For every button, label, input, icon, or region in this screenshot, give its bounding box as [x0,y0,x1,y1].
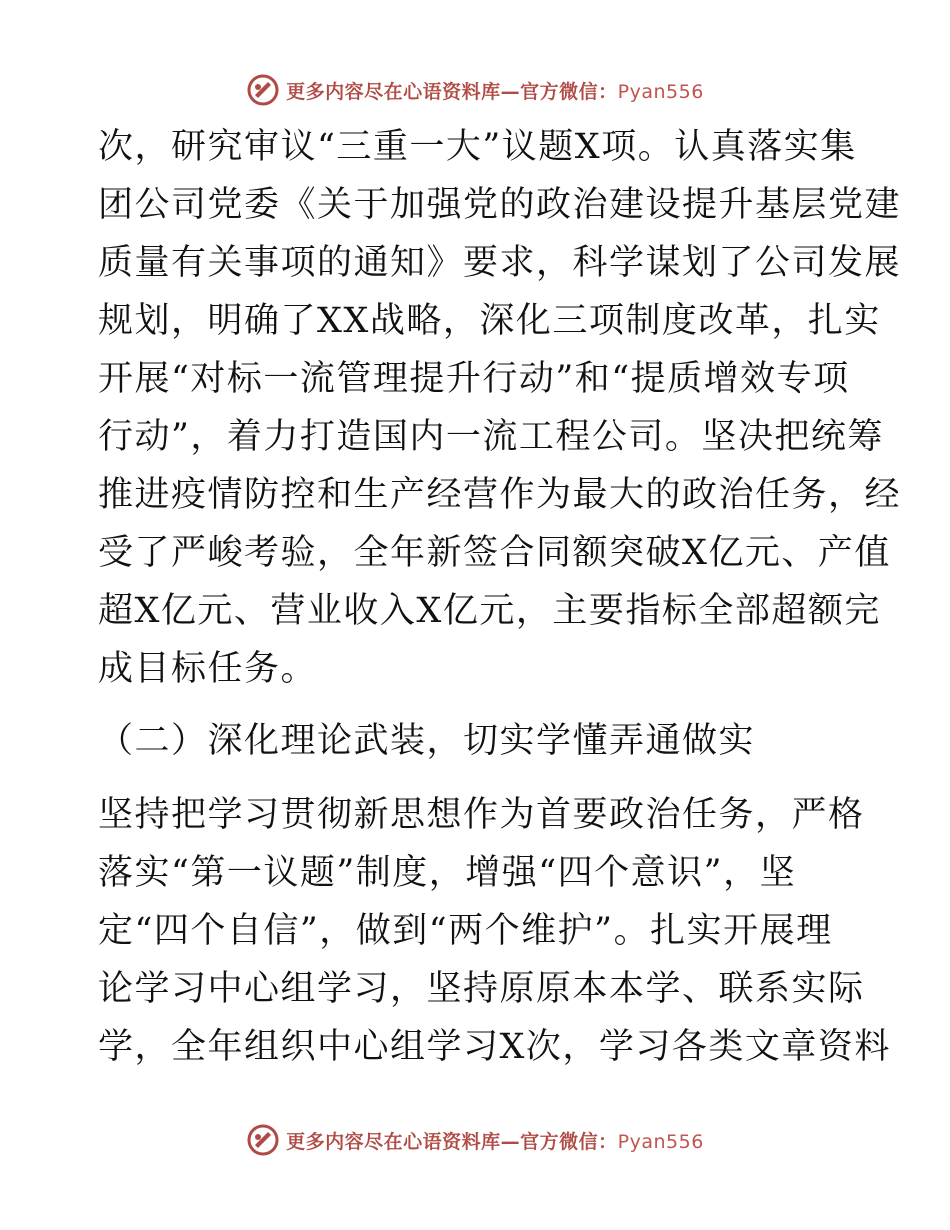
text-line: 成目标任务。 [98,649,318,689]
text-line: 定“四个自信”，做到“两个维护”。扎实开展理 [98,911,833,951]
header-watermark [0,70,950,110]
text-line: 落实“第一议题”制度，增强“四个意识”，坚 [98,853,797,893]
text-line: 团公司党委《关于加强党的政治建设提升基层党建 [98,185,902,225]
text-line: 质量有关事项的通知》要求，科学谋划了公司发展 [98,243,902,283]
text-line: 次，研究审议“三重一大”议题X项。认真落实集 [98,127,857,167]
paragraph-1 [98,118,902,698]
watermark-text: 更多内容尽在心语资料库—官方微信：Pyan556 [286,80,704,103]
footer-watermark [0,1120,950,1160]
text-line: 推进疫情防控和生产经营作为最大的政治任务，经 [98,475,902,515]
text-line: 学，全年组织中心组学习X次，学习各类文章资料 [98,1027,891,1067]
document-body [98,118,902,1076]
text-line: 坚持把学习贯彻新思想作为首要政治任务，严格 [98,795,865,835]
watermark-text: 更多内容尽在心语资料库—官方微信：Pyan556 [286,1130,704,1153]
text-line: 论学习中心组学习，坚持原原本本学、联系实际 [98,969,865,1009]
text-line: 行动”，着力打造国内一流工程公司。坚决把统筹 [98,417,884,457]
text-line: 规划，明确了XX战略，深化三项制度改革，扎实 [98,301,881,341]
brand-logo-icon [246,1123,280,1157]
text-line: 超X亿元、营业收入X亿元，主要指标全部超额完 [98,591,881,631]
text-line: 受了严峻考验，全年新签合同额突破X亿元、产值 [98,533,891,573]
brand-logo-icon [246,73,280,107]
text-line: 开展“对标一流管理提升行动”和“提质增效专项 [98,359,850,399]
section-heading: （二）深化理论武装，切实学懂弄通做实 [98,721,756,761]
paragraph-2 [98,786,891,1076]
